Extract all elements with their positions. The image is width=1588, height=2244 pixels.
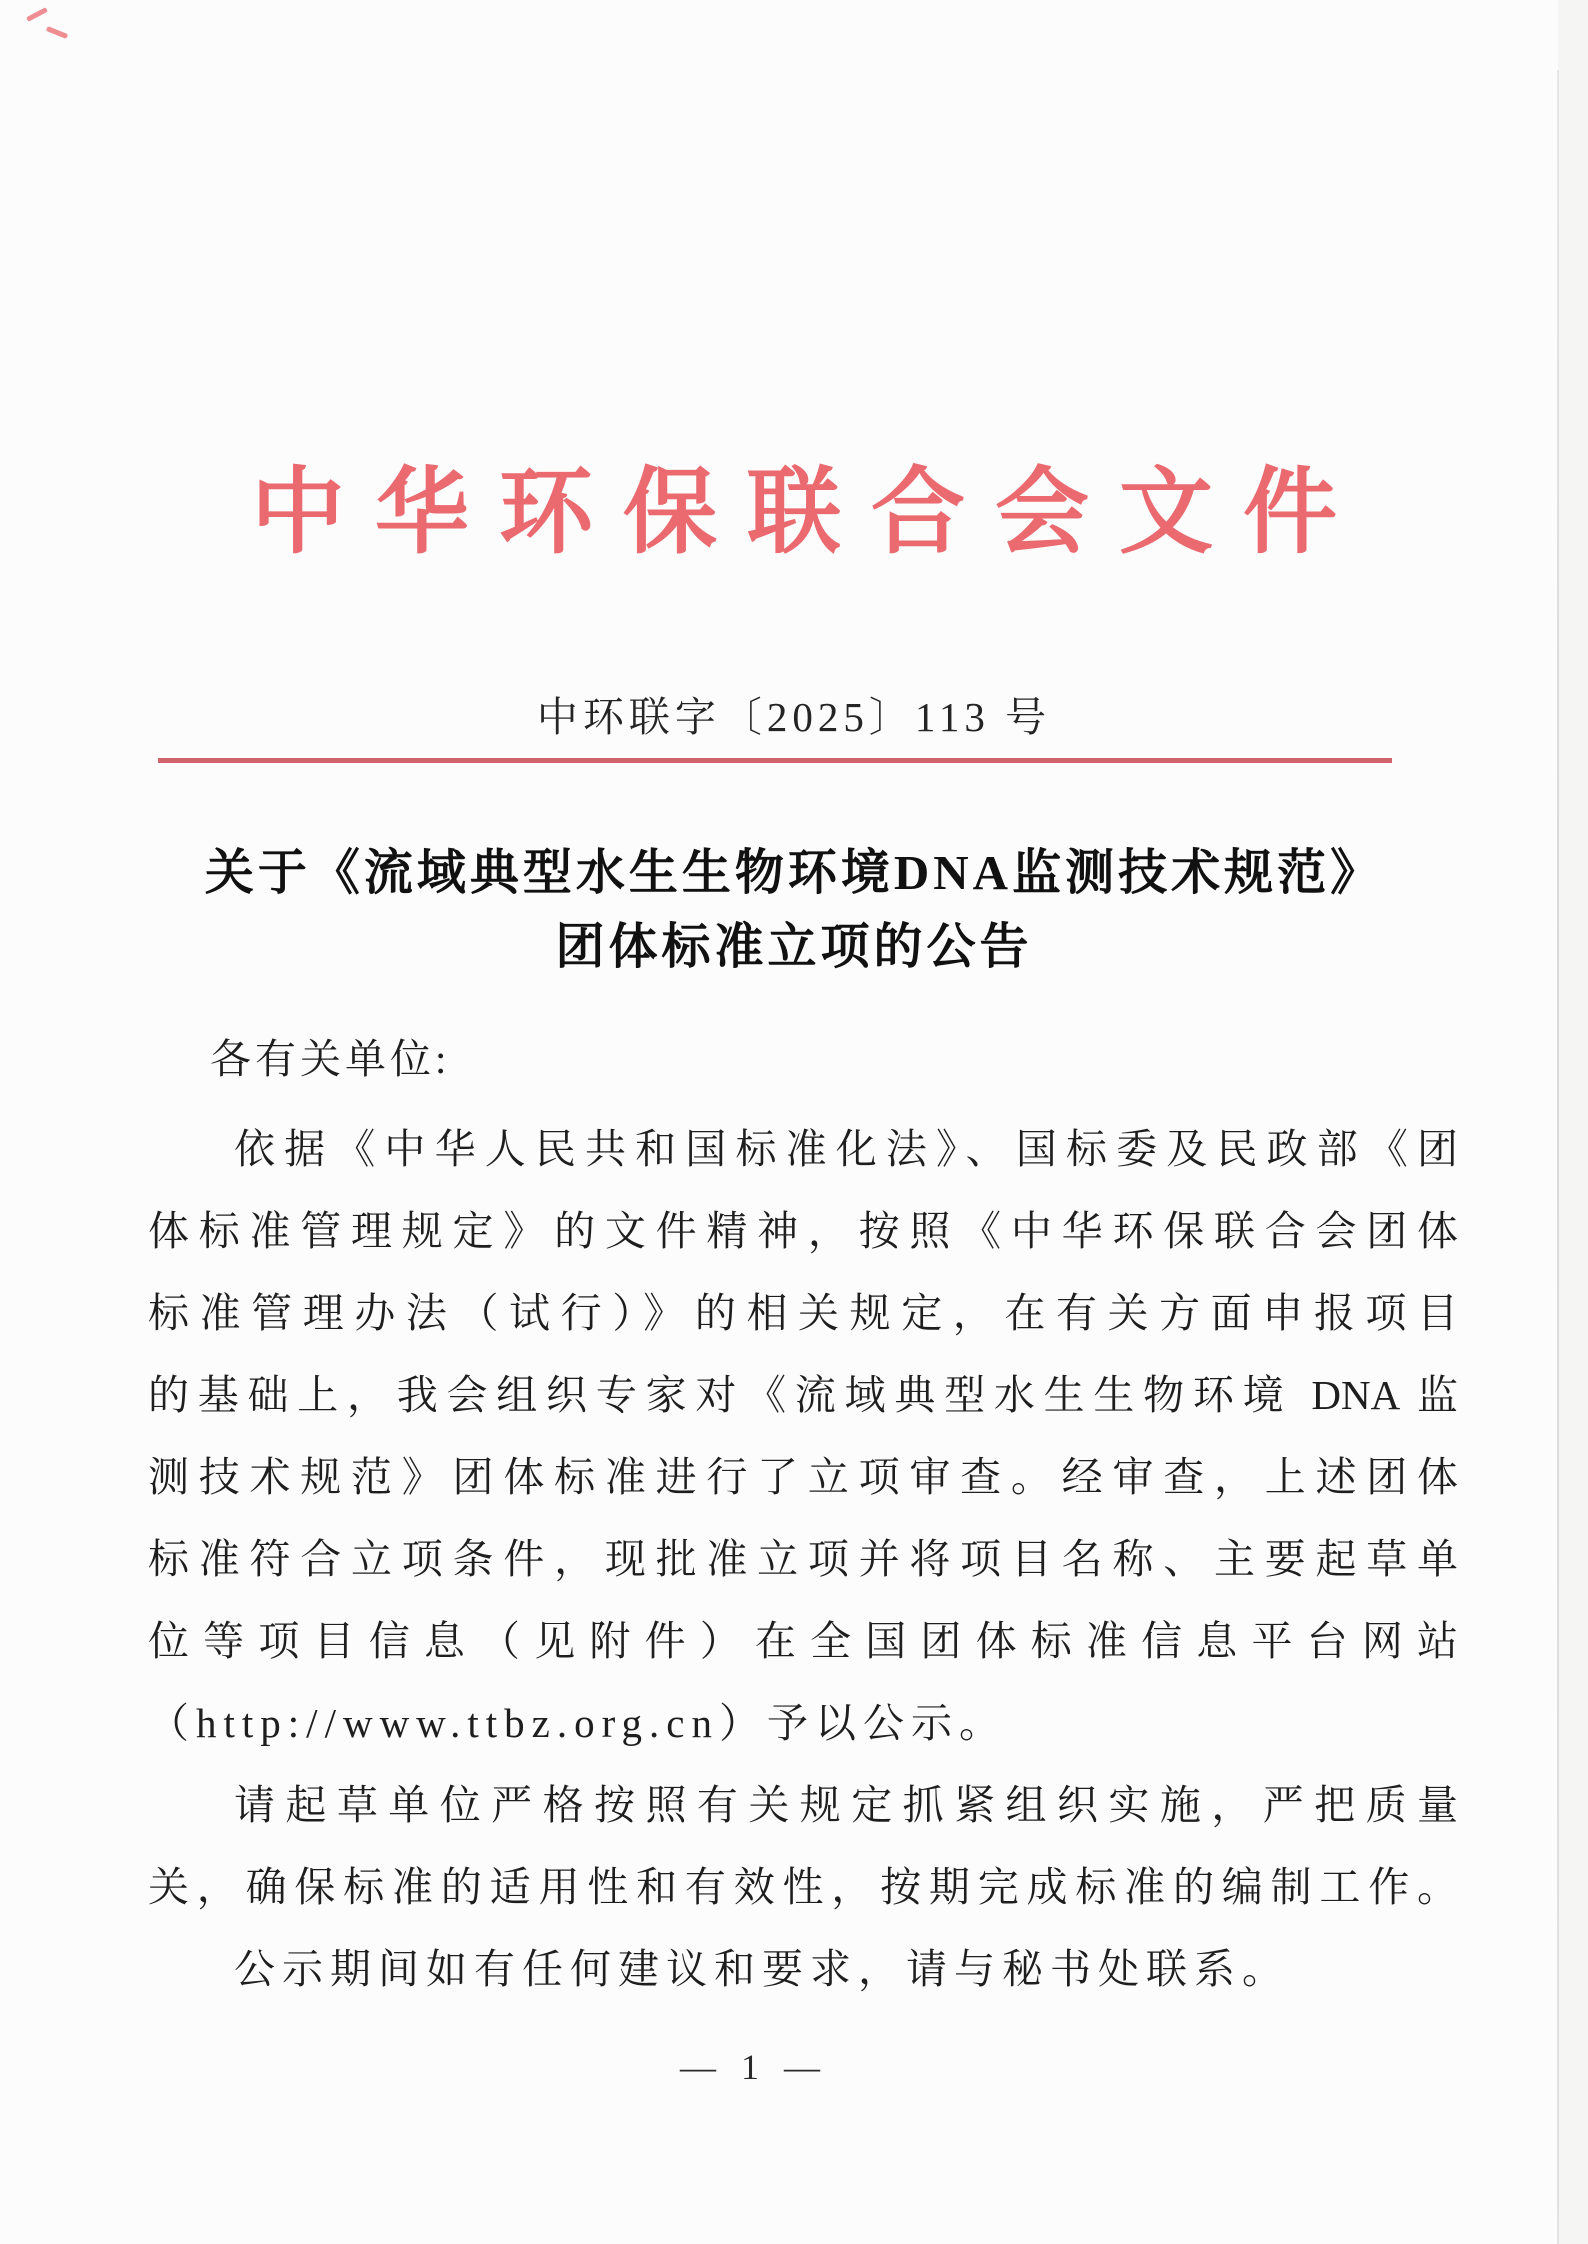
org-letterhead-title: 中华环保联合会文件 xyxy=(250,461,1367,565)
notice-body xyxy=(148,1108,1458,2010)
red-divider-line xyxy=(158,758,1392,763)
body-line: 公示期间如有任何建议和要求，请与秘书处联系。 xyxy=(234,1946,1290,1992)
document-number: 中环联字〔2025〕113 号 xyxy=(536,694,1052,740)
body-line: 位等项目信息（见附件）在全国团体标准信息平台网站 xyxy=(148,1618,1458,1664)
scan-edge-shading xyxy=(1558,0,1588,2244)
salutation: 各有关单位: xyxy=(210,1036,451,1082)
scan-artifact-mark-icon xyxy=(46,26,68,39)
body-line: 测技术规范》团体标准进行了立项审查。经审查，上述团体 xyxy=(148,1454,1458,1500)
body-line: 依据《中华人民共和国标准化法》、国标委及民政部《团 xyxy=(234,1126,1458,1172)
scan-artifact-mark-icon xyxy=(26,7,48,22)
body-line: 关，确保标准的适用性和有效性，按期完成标准的编制工作。 xyxy=(148,1864,1458,1910)
body-line: 的基础上，我会组织专家对《流域典型水生生物环境 DNA 监 xyxy=(148,1372,1458,1418)
page-number: — 1 — xyxy=(680,2047,828,2087)
notice-title-line2: 团体标准立项的公告 xyxy=(555,919,1033,974)
body-line: 请起草单位严格按照有关规定抓紧组织实施，严把质量 xyxy=(234,1782,1458,1828)
scan-edge-line xyxy=(1557,70,1559,2244)
notice-title-line1: 关于《流域典型水生生物环境DNA监测技术规范》 xyxy=(204,845,1384,900)
body-line: 体标准管理规定》的文件精神，按照《中华环保联合会团体 xyxy=(148,1208,1458,1254)
body-line: （http://www.ttbz.org.cn）予以公示。 xyxy=(148,1700,1007,1746)
body-line: 标准符合立项条件，现批准立项并将项目名称、主要起草单 xyxy=(148,1536,1458,1582)
body-line: 标准管理办法（试行）》的相关规定，在有关方面申报项目 xyxy=(148,1290,1458,1336)
